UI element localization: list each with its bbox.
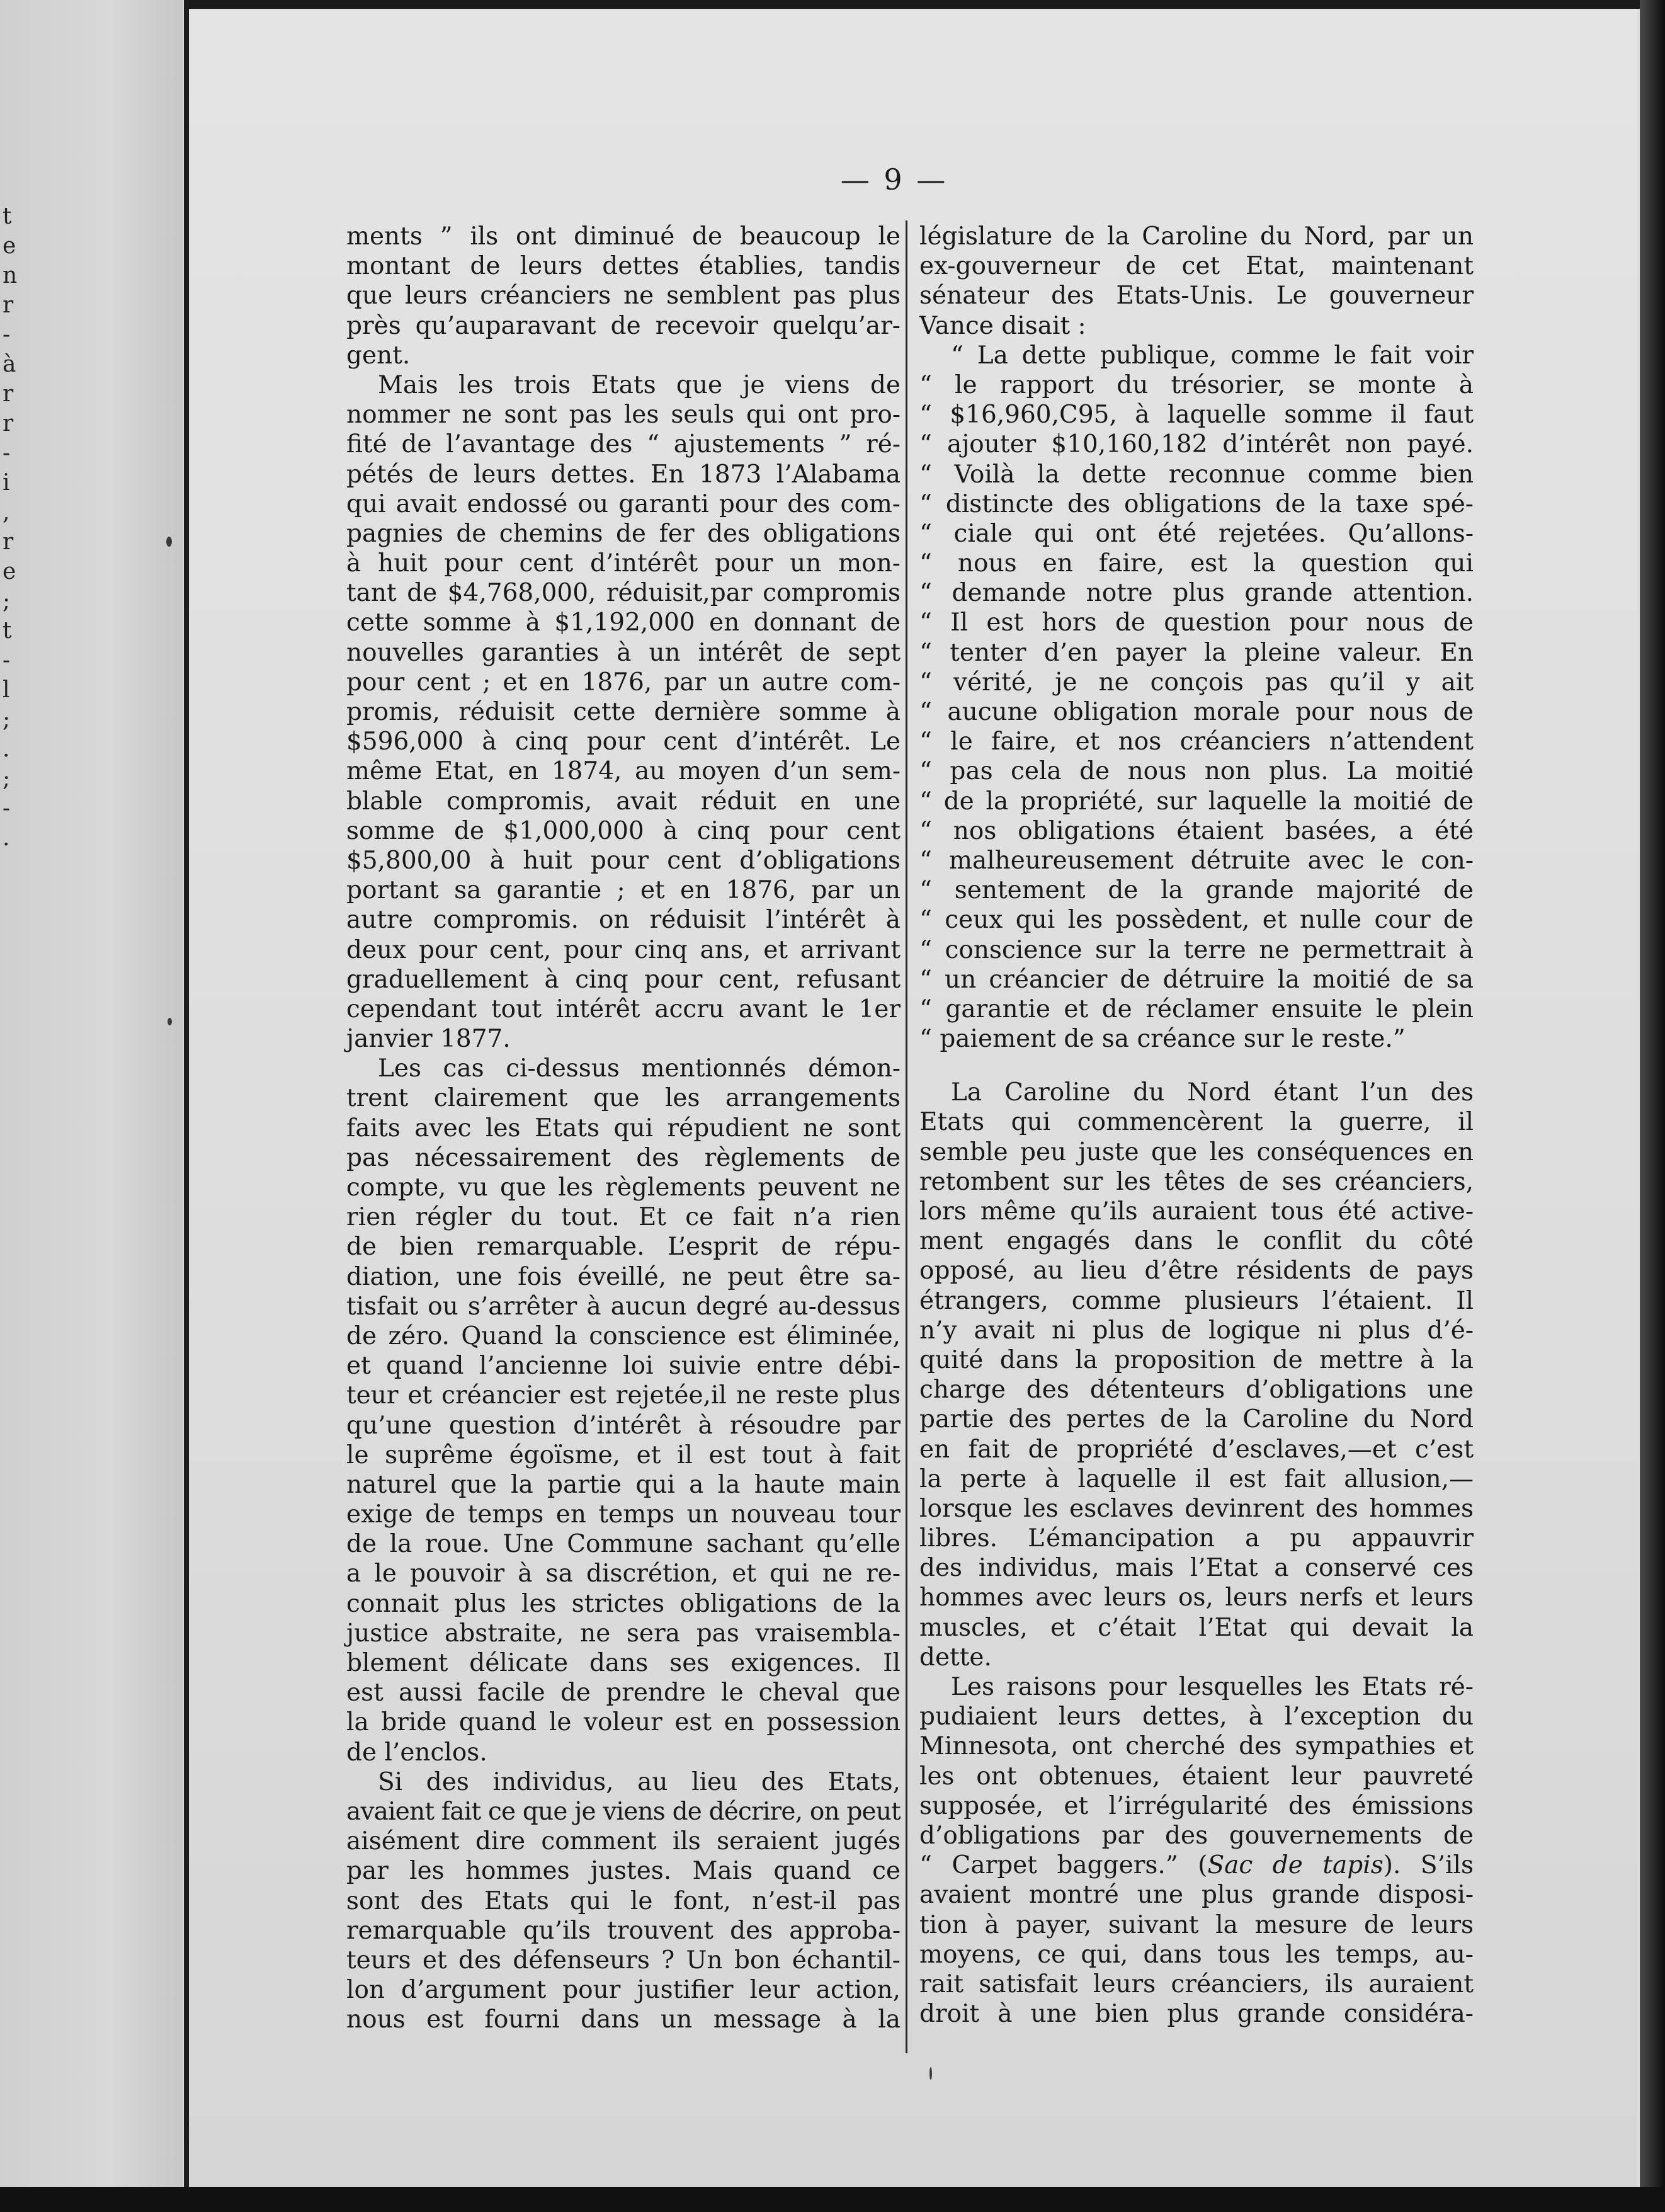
- paragraph-gap: [919, 1054, 1474, 1078]
- text-line: rien régler du tout. Et ce fait n’a rien: [346, 1203, 901, 1232]
- text-line: n’y avait ni plus de logique ni plus d’é-: [919, 1316, 1474, 1345]
- scan-speck: [929, 2067, 932, 2080]
- text-line: opposé, au lieu d’être résidents de pays: [919, 1257, 1474, 1286]
- text-line: lors même qu’ils auraient tous été active-: [919, 1197, 1474, 1226]
- text-line: le suprême égoïsme, et il est tout à fait: [346, 1440, 901, 1469]
- text-line: pagnies de chemins de fer des obligations: [346, 519, 901, 548]
- column-divider: [906, 220, 907, 2053]
- text-line: naturel que la partie qui a la haute main: [346, 1470, 901, 1499]
- text-line: retombent sur les têtes de ses créanciers,: [919, 1167, 1474, 1196]
- text-line: et quand l’ancienne loi suivie entre débi-: [346, 1352, 901, 1381]
- quote-line: “ distincte des obligations de la taxe spé-: [919, 489, 1474, 518]
- text-line: d’obligations par des gouvernements de: [919, 1821, 1474, 1850]
- text-line: tant de $4,768,000, réduisit,par compromis: [346, 579, 901, 608]
- previous-page-bleed-text: t e n r - à r r - i , r e ; t - l ; . ; - .: [3, 203, 18, 851]
- text-line: rait satisfait leurs créanciers, ils auraient: [919, 1970, 1474, 1998]
- text-line: semble peu juste que les conséquences en: [919, 1137, 1474, 1166]
- text-line: que leurs créanciers ne semblent pas plus: [346, 282, 901, 311]
- text-line: lon d’argument pour justifier leur action,: [346, 1976, 901, 2005]
- text-line: trent clairement que les arrangements: [346, 1084, 901, 1113]
- text-line: ments ” ils ont diminué de beaucoup le: [346, 222, 901, 251]
- text-line: avaient fait ce que je viens de décrire, on peut: [346, 1797, 901, 1826]
- text-line: teurs et des défenseurs ? Un bon échantil-: [346, 1946, 901, 1975]
- right-text-column: [919, 222, 1474, 2029]
- text-line: de la roue. Une Commune sachant qu’elle: [346, 1530, 901, 1559]
- page-number: — 9 —: [840, 162, 948, 197]
- text-line: tion à payer, suivant la mesure de leurs: [919, 1910, 1474, 1939]
- text-line: montant de leurs dettes établies, tandis: [346, 252, 901, 281]
- quote-line: “ paiement de sa créance sur le reste.”: [919, 1025, 1406, 1054]
- text-line: exige de temps en temps un nouveau tour: [346, 1500, 901, 1529]
- text-line: nommer ne sont pas les seuls qui ont pro-: [346, 401, 901, 430]
- text-line: moyens, ce qui, dans tous les temps, au-: [919, 1940, 1474, 1969]
- quote-line: “ nos obligations étaient basées, a été: [919, 816, 1474, 845]
- quote-line: “ tenter d’en payer la pleine valeur. En: [919, 638, 1474, 667]
- text-line: des individus, mais l’Etat a conservé ces: [919, 1554, 1474, 1583]
- text-line: pas nécessairement des règlements de: [346, 1143, 901, 1172]
- governor-vance-quote: [919, 341, 1474, 1054]
- quote-line: “ pas cela de nous non plus. La moitié: [919, 757, 1474, 786]
- text-line: $596,000 à cinq pour cent d’intérêt. Le: [346, 727, 901, 756]
- text-line: Les raisons pour lesquelles les Etats ré-: [951, 1673, 1474, 1701]
- text-line: diation, une fois éveillé, ne peut être sa-: [346, 1262, 901, 1291]
- text-line: somme de $1,000,000 à cinq pour cent: [346, 816, 901, 845]
- quote-line: “ nous en faire, est la question qui: [919, 549, 1474, 578]
- text-line: Vance disait :: [919, 311, 1086, 340]
- text-line: teur et créancier est rejetée,il ne reste plus: [346, 1381, 901, 1410]
- text-line: blement délicate dans ses exigences. Il: [346, 1649, 901, 1677]
- quote-line: “ ciale qui ont été rejetées. Qu’allons-: [919, 519, 1474, 548]
- text-line: supposée, et l’irrégularité des émissions: [919, 1791, 1474, 1820]
- text-line: les ont obtenues, étaient leur pauvreté: [919, 1762, 1474, 1791]
- text-line: droit à une bien plus grande considéra-: [919, 2000, 1474, 2029]
- right-column-intro: [919, 222, 1474, 341]
- quote-line: “ Voilà la dette reconnue comme bien: [919, 460, 1474, 489]
- italic-phrase: Sac de tapis: [1207, 1851, 1384, 1880]
- text-line: avaient montré une plus grande disposi-: [919, 1881, 1474, 1910]
- text-line: La Caroline du Nord étant l’un des: [951, 1078, 1474, 1107]
- text-line: faits avec les Etats qui répudient ne sont: [346, 1114, 901, 1143]
- text-line: gent.: [346, 341, 411, 370]
- text-line: nouvelles garanties à un intérêt de sept: [346, 638, 901, 667]
- quote-line: “ de la propriété, sur laquelle la moitié de: [919, 787, 1474, 816]
- text-line: nous est fourni dans un message à la: [346, 2005, 901, 2034]
- scan-speck: [166, 537, 172, 547]
- text-line: a le pouvoir à sa discrétion, et qui ne re-: [346, 1559, 901, 1588]
- quote-line: “ ajouter $10,160,182 d’intérêt non payé.: [919, 430, 1474, 459]
- text-line: Les cas ci-dessus mentionnés démon-: [378, 1054, 901, 1083]
- text-line: même Etat, en 1874, au moyen d’un sem-: [346, 757, 901, 786]
- text-line: pour cent ; et en 1876, par un autre com-: [346, 668, 901, 697]
- quote-line: “ Il est hors de question pour nous de: [919, 608, 1474, 637]
- quote-line: “ vérité, je ne conçois pas qu’il y ait: [919, 668, 1474, 697]
- text-line: la perte à laquelle il est fait allusion,—: [919, 1464, 1474, 1493]
- text-line: charge des détenteurs d’obligations une: [919, 1376, 1474, 1405]
- text-line: qu’une question d’intérêt à résoudre par: [346, 1411, 901, 1440]
- text-line: $5,800,00 à huit pour cent d’obligations: [346, 846, 901, 875]
- quote-line: “ un créancier de détruire la moitié de sa: [919, 965, 1474, 994]
- quote-line: “ ceux qui les possèdent, et nulle cour de: [919, 906, 1474, 935]
- text-line: étrangers, comme plusieurs l’étaient. Il: [919, 1286, 1474, 1315]
- text-line: justice abstraite, ne sera pas vraisembla-: [346, 1619, 901, 1648]
- text-line: de bien remarquable. L’esprit de répu-: [346, 1233, 901, 1262]
- text-line: tisfait ou s’arrêter à aucun degré au-dessus: [346, 1292, 901, 1321]
- text-line: de l’enclos.: [346, 1738, 487, 1767]
- text-line: près qu’auparavant de recevoir quelqu’ar-: [346, 311, 901, 340]
- text-line: Etats qui commencèrent la guerre, il: [919, 1108, 1474, 1137]
- text-line: sont des Etats qui le font, n’est-il pas: [346, 1886, 901, 1915]
- text-line: pudiaient leurs dettes, à l’exception du: [919, 1702, 1474, 1731]
- text-line: législature de la Caroline du Nord, par un: [919, 222, 1474, 251]
- top-scan-edge: [189, 0, 1665, 9]
- text-line: janvier 1877.: [346, 1025, 511, 1054]
- text-line: compte, vu que les règlements peuvent ne: [346, 1173, 901, 1202]
- text-line: libres. L’émancipation a pu appauvrir: [919, 1524, 1474, 1553]
- text-line: ment engagés dans le conflit du côté: [919, 1227, 1474, 1256]
- text-line: la bride quand le voleur est en possession: [346, 1708, 901, 1737]
- text-line: Mais les trois Etats que je viens de: [378, 370, 901, 399]
- page-gutter-rule: [184, 0, 189, 2212]
- quote-line: “ La dette publique, comme le fait voir: [951, 341, 1474, 370]
- text-line: hommes avec leurs os, leurs nerfs et leurs: [919, 1583, 1474, 1612]
- text-line: pétés de leurs dettes. En 1873 l’Alabama: [346, 460, 901, 489]
- text-line: quité dans la proposition de mettre à la: [919, 1345, 1474, 1374]
- text-line: blable compromis, avait réduit en une: [346, 787, 901, 816]
- text-line: de zéro. Quand la conscience est éliminée,: [346, 1321, 901, 1350]
- text-line: connait plus les strictes obligations de la: [346, 1589, 901, 1618]
- quote-line: “ le rapport du trésorier, se monte à: [919, 370, 1474, 399]
- text-line: graduellement à cinq pour cent, refusant: [346, 965, 901, 994]
- text-line: qui avait endossé ou garanti pour des com-: [346, 489, 901, 518]
- text-line: Minnesota, ont cherché des sympathies et: [919, 1732, 1474, 1761]
- quote-line: “ demande notre plus grande attention.: [919, 579, 1474, 608]
- text-line: partie des pertes de la Caroline du Nord: [919, 1405, 1474, 1434]
- text-line: lorsque les esclaves devinrent des hommes: [919, 1494, 1474, 1523]
- text-line: dette.: [919, 1643, 992, 1672]
- quote-line: “ le faire, et nos créanciers n’attendent: [919, 727, 1474, 756]
- quote-line: “ garantie et de réclamer ensuite le plein: [919, 995, 1474, 1023]
- left-text-column: [346, 222, 901, 2034]
- quote-line: “ conscience sur la terre ne permettrait à: [919, 935, 1474, 964]
- bottom-scan-edge: [0, 2187, 1665, 2212]
- text-line: portant sa garantie ; et en 1876, par un: [346, 876, 901, 905]
- previous-page-margin: [0, 0, 183, 2212]
- text-line: sénateur des Etats-Unis. Le gouverneur: [919, 282, 1474, 311]
- text-line: en fait de propriété d’esclaves,—et c’est: [919, 1435, 1474, 1464]
- quote-line: “ $16,960,C95, à laquelle somme il faut: [919, 401, 1474, 430]
- text-line: promis, réduisit cette dernière somme à: [346, 698, 901, 726]
- text-line: “ Carpet baggers.” (Sac de tapis). S’ils: [919, 1851, 1474, 1880]
- text-line: est aussi facile de prendre le cheval que: [346, 1679, 901, 1707]
- text-line: Si des individus, au lieu des Etats,: [378, 1767, 901, 1796]
- text-line: autre compromis. on réduisit l’intérêt à: [346, 906, 901, 935]
- scan-speck: [168, 1018, 172, 1025]
- text-line: aisément dire comment ils seraient jugés: [346, 1827, 901, 1856]
- quote-line: “ aucune obligation morale pour nous de: [919, 698, 1474, 726]
- right-scan-edge: [1640, 0, 1665, 2212]
- text-line: à huit pour cent d’intérêt pour un mon-: [346, 549, 901, 578]
- text-line: fité de l’avantage des “ ajustements ” ré-: [346, 430, 901, 459]
- text-line: par les hommes justes. Mais quand ce: [346, 1857, 901, 1886]
- text-line: cette somme à $1,192,000 en donnant de: [346, 608, 901, 637]
- right-column-body: [919, 1078, 1474, 2029]
- text-line: muscles, et c’était l’Etat qui devait la: [919, 1613, 1474, 1642]
- text-line: deux pour cent, pour cinq ans, et arrivant: [346, 935, 901, 964]
- text-line: remarquable qu’ils trouvent des approba-: [346, 1916, 901, 1945]
- text-line: cependant tout intérêt accru avant le 1er: [346, 995, 901, 1023]
- text-line: ex-gouverneur de cet Etat, maintenant: [919, 252, 1474, 281]
- quote-line: “ sentement de la grande majorité de: [919, 876, 1474, 905]
- quote-line: “ malheureusement détruite avec le con-: [919, 846, 1474, 875]
